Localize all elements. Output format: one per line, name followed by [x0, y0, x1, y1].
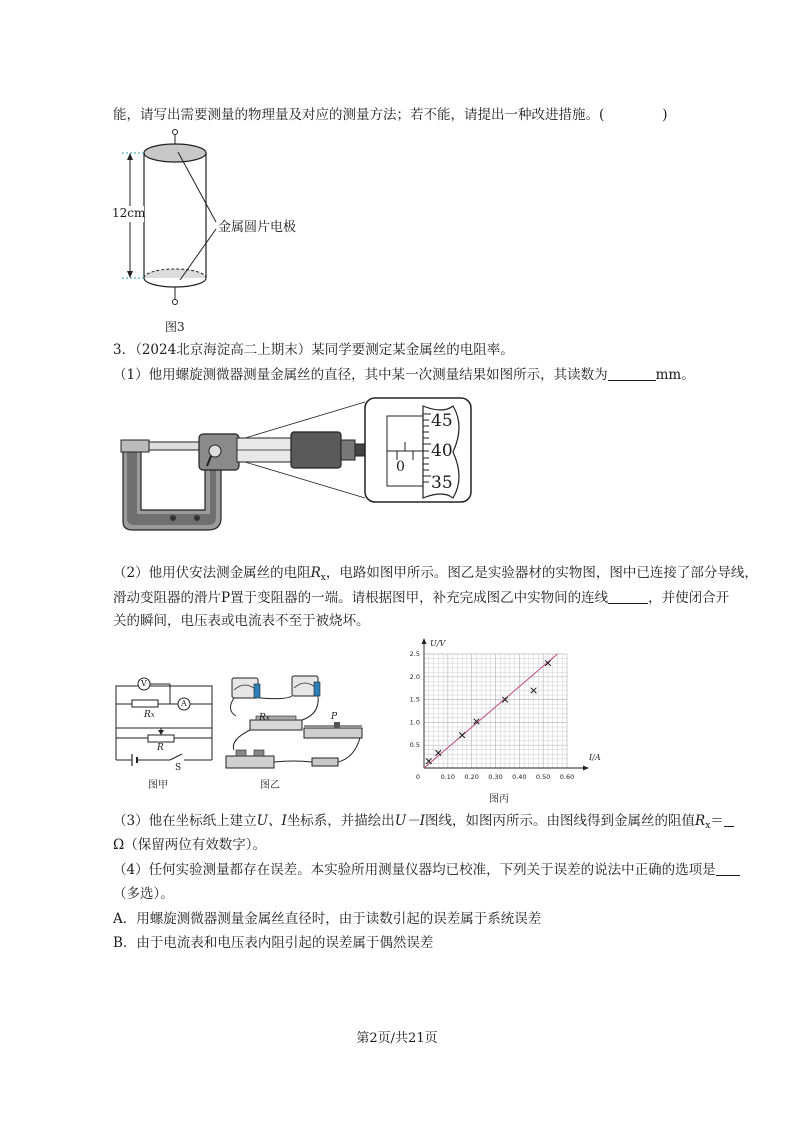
apparatus-figure-yi	[220, 670, 370, 774]
chart-x-tick-label: 0.40	[512, 773, 527, 781]
option-b[interactable]: B．由于电流表和电压表内阻引起的误差属于偶然误差	[113, 935, 434, 951]
question-3-3-line2: Ω（保留两位有效数字）。	[113, 837, 266, 853]
chart-x-tick-label: 0.60	[559, 773, 575, 781]
yi-caption: 图乙	[260, 780, 280, 791]
jia-r-label: R	[157, 743, 164, 753]
chart-y-tick-label: 1.0	[409, 718, 420, 727]
chart-x-tick-label: 0.20	[464, 773, 479, 781]
jia-voltmeter-label: V	[141, 679, 147, 688]
question-3-2-line3: 关的瞬间，电压表或电流表不至于被烧坏。	[113, 613, 370, 629]
fig3-caption: 图3	[165, 320, 185, 334]
fig3-length-label: 12cm	[112, 206, 146, 220]
chart-x-tick-label: 0	[415, 773, 421, 781]
yi-p-label: P	[331, 712, 338, 722]
question-3-4-line1: （4）任何实验测量都存在误差。本实验所用测量仪器均已校准，下列关于误差的说法中正确的选项是	[113, 861, 740, 879]
bing-caption: 图丙	[489, 794, 509, 805]
circuit-diagram-jia	[110, 672, 220, 772]
micrometer-figure	[113, 394, 478, 534]
micrometer-scale-45: 45	[431, 411, 453, 431]
chart-x-tick-label: 0.30	[488, 773, 503, 781]
answer-blank-options[interactable]	[716, 861, 740, 876]
jia-rx-label: Rx	[144, 710, 155, 720]
micrometer-scale-40: 40	[431, 441, 453, 461]
fig3-electrode-label: 金属圆片电极	[218, 220, 297, 235]
chart-y-tick-label: 0.5	[409, 741, 420, 750]
text-line-continuation: 能，请写出需要测量的物理量及对应的测量方法；若不能，请提出一种改进措施。( )	[113, 107, 668, 123]
chart-y-tick-label: 1.5	[409, 695, 420, 704]
question-3-3-line1: （3）他在坐标纸上建立U、I坐标系，并描绘出U－I图线，如图丙所示。由图线得到金属丝的阻值$R_x=$	[113, 812, 734, 835]
micrometer-scale-0: 0	[396, 459, 405, 475]
jia-ammeter-label: A	[181, 699, 187, 708]
ui-chart	[400, 638, 610, 790]
yi-rx-label: Rx	[259, 713, 270, 723]
question-3-2-line1: （2）他用伏安法测金属丝的电阻$R_x$，电路如图甲所示。图乙是实验器材的实物图，图中已连接了部分导线，	[113, 565, 758, 583]
micrometer-scale-35: 35	[431, 473, 453, 493]
chart-x-axis-label: I/A	[589, 753, 601, 762]
chart-x-tick-label: 0.10	[440, 773, 456, 781]
chart-x-arrow	[583, 766, 589, 771]
question-3-1: （1）他用螺旋测微器测量金属丝的直径，其中某一次测量结果如图所示，其读数为 mm。	[113, 367, 695, 383]
chart-y-arrow	[422, 638, 427, 644]
answer-blank-diameter[interactable]	[608, 366, 656, 381]
answer-blank-resistance[interactable]	[724, 812, 734, 827]
question-3-title: 3．（2024北京海淀高二上期末）某同学要测定某金属丝的电阻率。	[113, 342, 514, 358]
jia-switch-label: S	[175, 763, 182, 773]
option-a[interactable]: A．用螺旋测微器测量金属丝直径时，由于读数引起的误差属于系统误差	[113, 911, 542, 927]
chart-y-axis-label: U/V	[430, 639, 446, 648]
chart-y-tick-label: 2.0	[409, 672, 420, 681]
page-footer: 第2页/共21页	[356, 1031, 438, 1046]
jia-caption: 图甲	[148, 780, 168, 791]
answer-blank-wiring[interactable]	[608, 589, 648, 604]
chart-x-tick-label: 0.50	[535, 773, 551, 781]
question-3-4-line2: （多选）。	[113, 886, 174, 902]
question-3-2-line2: 滑动变阻器的滑片P置于变阻器的一端。请根据图甲，补充完成图乙中实物间的连线 ，并使闭合开	[113, 590, 730, 606]
chart-y-tick-label: 2.5	[409, 650, 420, 658]
